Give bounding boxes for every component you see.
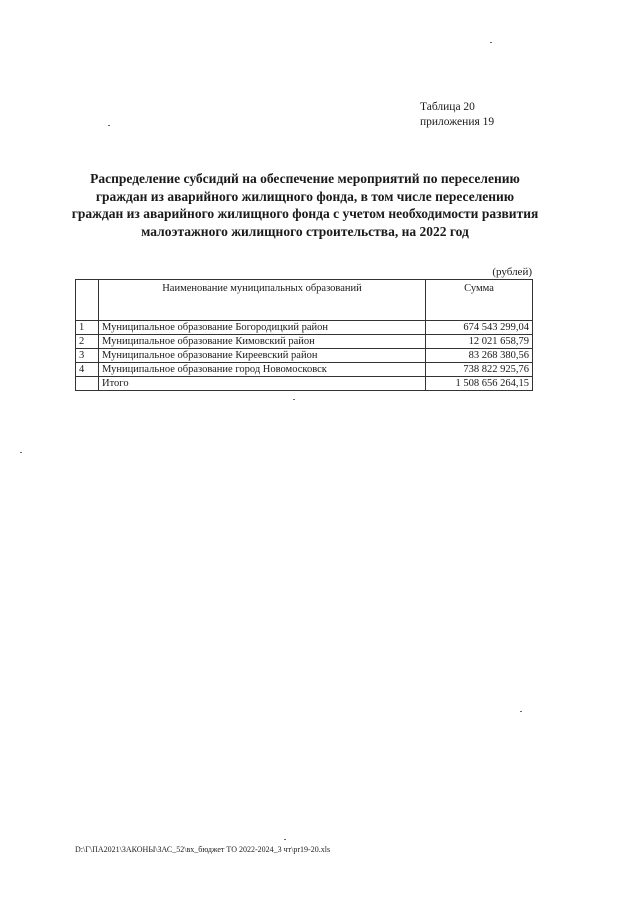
table-header-row xyxy=(76,280,533,321)
row-num: 2 xyxy=(76,335,99,349)
scan-speck xyxy=(520,711,522,712)
header-sum: Сумма xyxy=(426,280,533,321)
document-header xyxy=(420,100,494,130)
row-name: Муниципальное образование Кимовский район xyxy=(99,335,426,349)
table-row xyxy=(76,321,533,335)
subsidy-table xyxy=(75,279,533,391)
scan-speck xyxy=(284,839,286,840)
header-name: Наименование муниципальных образований xyxy=(99,280,426,321)
table-total-row xyxy=(76,377,533,391)
total-num xyxy=(76,377,99,391)
table-row xyxy=(76,335,533,349)
units-label: (рублей) xyxy=(492,266,532,278)
scan-speck xyxy=(20,452,22,453)
row-sum: 83 268 380,56 xyxy=(426,349,533,363)
table-label: Таблица 20 xyxy=(420,101,475,113)
row-name: Муниципальное образование город Новомосковск xyxy=(99,363,426,377)
document-title: Распределение субсидий на обеспечение мероприятий по переселению граждан из аварийного жилищного фонда, в том числе переселению граждан из аварийного жилищного фонда с учетом необходимости развития малоэтажного жилищного строительства, на 2022 год xyxy=(71,171,539,239)
appendix-label: приложения 19 xyxy=(420,116,495,128)
scan-speck xyxy=(490,42,492,43)
scan-speck xyxy=(293,399,295,400)
row-sum: 738 822 925,76 xyxy=(426,363,533,377)
total-sum: 1 508 656 264,15 xyxy=(426,377,533,391)
table-row xyxy=(76,349,533,363)
row-num: 1 xyxy=(76,321,99,335)
row-sum: 12 021 658,79 xyxy=(426,335,533,349)
total-label: Итого xyxy=(99,377,426,391)
row-num: 3 xyxy=(76,349,99,363)
file-path-footer: D:\Г\ПА2021\ЗАКОНЫ\ЗАС_52\вх_бюджет ТО 2022-2024_3 чт\pr19-20.xls xyxy=(75,845,331,854)
header-num xyxy=(76,280,99,321)
row-name: Муниципальное образование Киреевский район xyxy=(99,349,426,363)
row-name: Муниципальное образование Богородицкий район xyxy=(99,321,426,335)
row-num: 4 xyxy=(76,363,99,377)
scan-speck xyxy=(108,125,110,126)
row-sum: 674 543 299,04 xyxy=(426,321,533,335)
table-row xyxy=(76,363,533,377)
